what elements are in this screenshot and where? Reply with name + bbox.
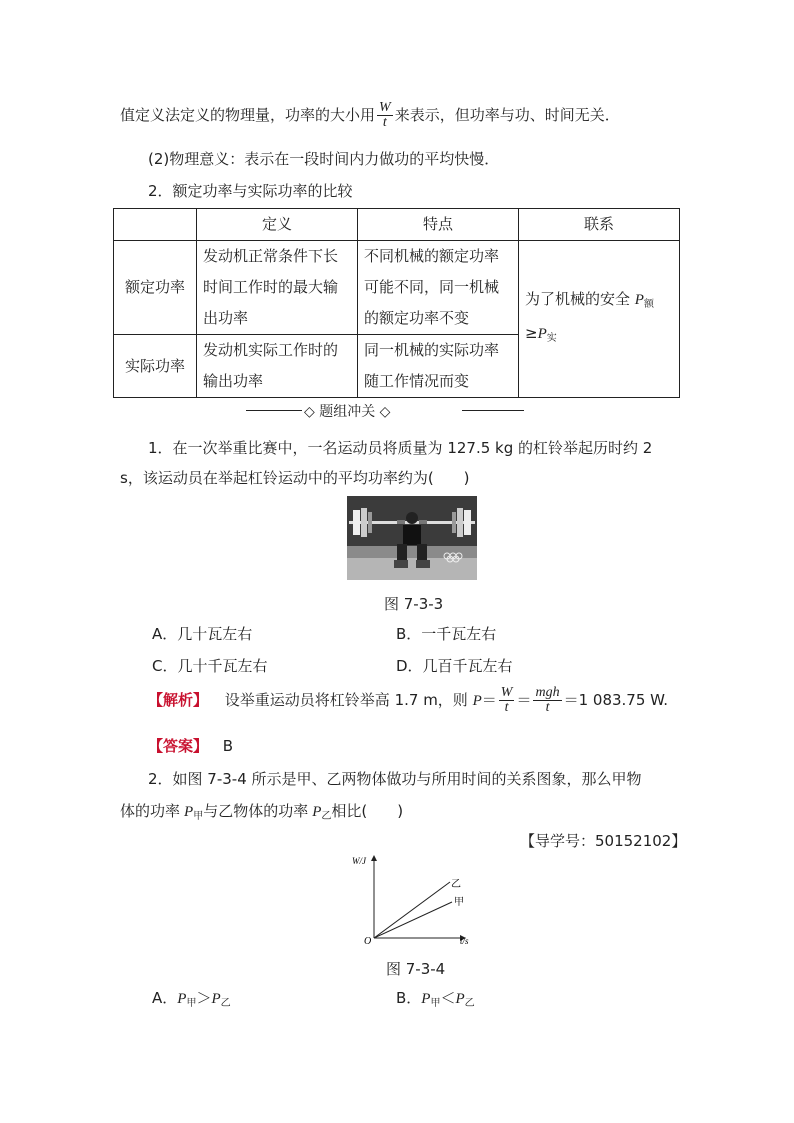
analysis-text: 设举重运动员将杠铃举高 1.7 m，则 (224, 691, 468, 709)
row-rated-name: 额定功率 (114, 241, 197, 335)
q1-analysis: 【解析】 设举重运动员将杠铃举高 1.7 m，则 P＝ $\frac{W}{t}$ ＝ $\frac{\text{mgh}}{t}$ ＝1 083.75 W. (148, 685, 669, 715)
work-time-graph (340, 852, 480, 948)
q2-line-2: 体的功率 $P_甲$与乙物体的功率 $P_乙$相比( ) (120, 802, 404, 822)
table-header-definition: 定义 (197, 209, 358, 241)
graph-y-label: W/J (352, 856, 366, 866)
row-rated-definition: 发动机正常条件下长 时间工作时的最大输 出功率 (197, 241, 358, 335)
table-header-relation: 联系 (519, 209, 680, 241)
table-row-rated (114, 241, 680, 335)
q1-answer (148, 735, 233, 756)
q1-figure-caption: 图 7-3-3 (384, 595, 444, 613)
row-actual-name: 实际功率 (114, 335, 197, 398)
q2-figure-caption: 图 7-3-4 (386, 960, 446, 978)
intro-line-1 (120, 101, 620, 130)
relation-cell: 为了机械的安全 $P_额$ $\ge P_实$ (519, 241, 680, 398)
answer-label: 【答案】 (148, 737, 209, 755)
graph-line-yi (374, 882, 450, 938)
graph-origin-label: O (364, 936, 372, 947)
answer-value: B (222, 737, 234, 755)
table-header-feature: 特点 (358, 209, 519, 241)
graph-label-jia: 甲 (454, 897, 464, 908)
analysis-label: 【解析】 (148, 691, 209, 709)
q1-line-1: 1．在一次举重比赛中，一名运动员将质量为 127.5 kg 的杠铃举起历时约 2 (148, 439, 653, 457)
row-actual-feature: 同一机械的实际功率 随工作情况而变 (358, 335, 519, 398)
q1-option-a: A．几十瓦左右 (152, 625, 253, 643)
analysis-fraction-1: $\frac{W}{t}$ (500, 685, 513, 715)
comparison-table (113, 208, 680, 398)
intro-line-3: 2．额定功率与实际功率的比较 (148, 182, 353, 200)
q2-option-a: A．$P_甲>P_乙$ (152, 989, 231, 1009)
table-header-blank (114, 209, 197, 241)
row-actual-definition: 发动机实际工作时的 输出功率 (197, 335, 358, 398)
intro-line-2: (2)物理意义：表示在一段时间内力做功的平均快慢． (148, 150, 500, 168)
graph-line-jia (374, 902, 452, 938)
q1-option-c: C．几十千瓦左右 (152, 657, 268, 675)
weightlifter-photo (347, 496, 477, 580)
q2-option-b: B．$P_甲<P_乙$ (396, 989, 475, 1009)
y-axis-arrow (371, 855, 377, 861)
section-rule-right (462, 410, 524, 411)
q1-option-b: B．一千瓦左右 (396, 625, 497, 643)
q1-option-d: D．几百千瓦左右 (396, 657, 513, 675)
row-rated-feature: 不同机械的额定功率 可能不同，同一机械 的额定功率不变 (358, 241, 519, 335)
section-rule-left (246, 410, 302, 411)
analysis-fraction-2: $\frac{\text{mgh}}{t}$ (535, 685, 560, 715)
q2-guide-number: 【导学号：50152102】 (520, 832, 687, 850)
intro-line-1-tail: 来表示，但功率与功、时间无关． (394, 106, 620, 124)
graph-x-label: t/s (460, 936, 469, 946)
weightlifter-image (347, 496, 477, 580)
section-title: ◇ 题组冲关 ◇ (304, 404, 391, 420)
intro-line-1-text: 值定义法定义的物理量，功率的大小用 (120, 106, 376, 124)
intro-fraction: $\frac{W}{t}$ (379, 100, 391, 130)
q1-line-2: s，该运动员在举起杠铃运动中的平均功率约为( ) (120, 469, 470, 487)
graph-label-yi: 乙 (451, 879, 461, 890)
q2-line-1: 2．如图 7-3-4 所示是甲、乙两物体做功与所用时间的关系图象，那么甲物 (148, 770, 642, 788)
